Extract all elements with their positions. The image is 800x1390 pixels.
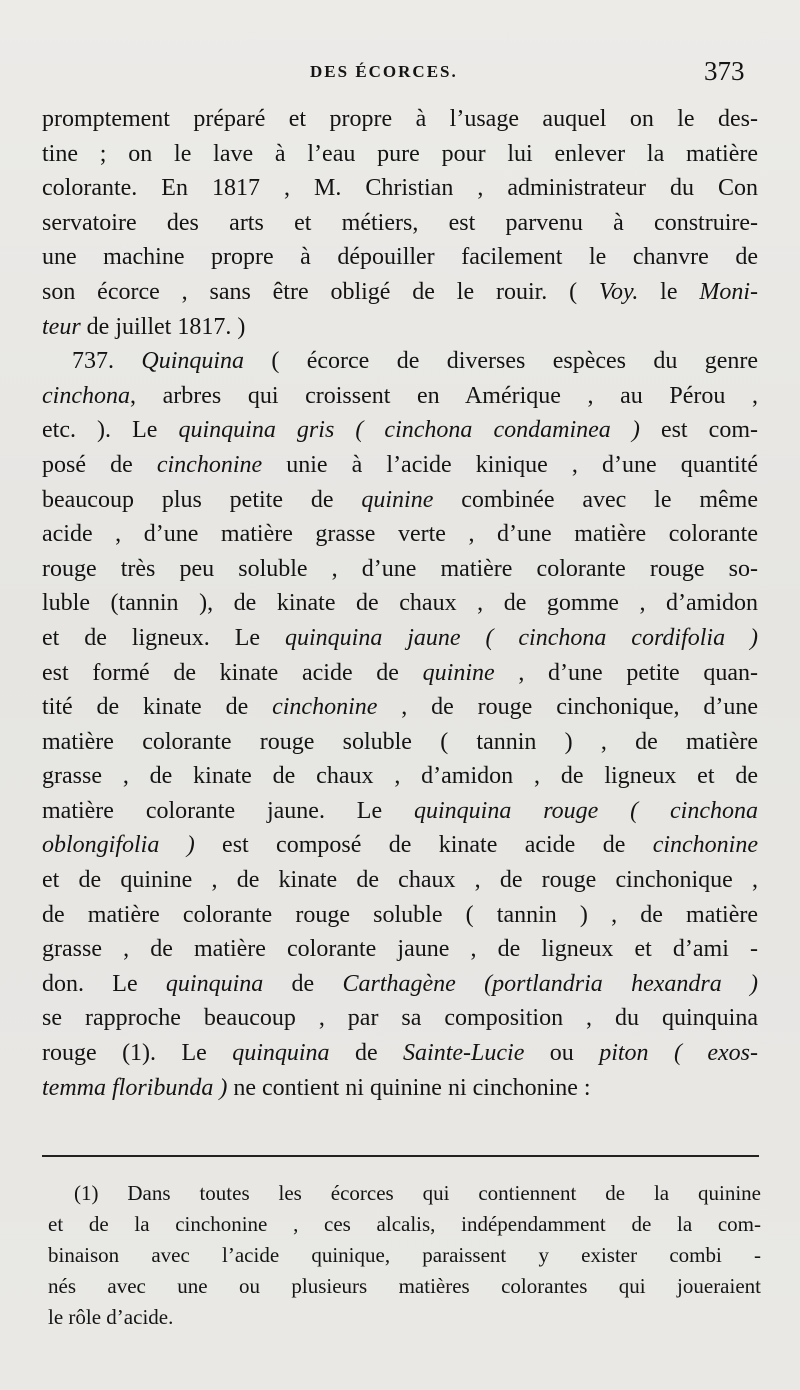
text-segment: luble (tannin ), de kinate de chaux , de gomme , d’amidon <box>42 590 758 617</box>
running-head <box>0 56 800 92</box>
text-segment: matière colorante rouge soluble ( tannin ) , de matière <box>42 728 758 755</box>
text-segment: posé de <box>42 451 157 478</box>
text-line <box>42 171 758 206</box>
text-segment: matière colorante jaune. Le <box>42 797 414 824</box>
text-line <box>42 863 758 898</box>
italic-text-segment: cinchonine <box>272 694 378 721</box>
text-line <box>42 102 758 137</box>
italic-text-segment: quinquina <box>165 970 264 997</box>
text-segment: est composé de kinate acide de <box>194 832 653 859</box>
text-line <box>42 621 758 656</box>
text-line <box>42 240 758 275</box>
italic-text-segment: oblongifolia ) <box>42 832 195 859</box>
italic-text-segment: Quinquina <box>141 348 245 375</box>
text-segment: 737. <box>72 348 142 375</box>
text-segment: , arbres qui croissent en Amérique , au Pérou , <box>129 382 758 409</box>
text-segment: servatoire des arts et métiers, est parvenu à construire- <box>42 209 758 236</box>
footnote-line: (1) Dans toutes les écorces qui contiennent de la quinine <box>74 1181 761 1205</box>
text-segment: unie à l’acide kinique , d’une quantité <box>262 451 758 478</box>
text-segment: promptement préparé et propre à l’usage auquel on le des- <box>42 106 758 132</box>
text-line <box>42 206 758 241</box>
text-segment: et de ligneux. Le <box>42 624 285 651</box>
footnote-line: le rôle d’acide. <box>48 1305 174 1329</box>
text-line <box>42 448 758 483</box>
italic-text-segment: cinchona <box>42 382 130 409</box>
text-segment: est com- <box>639 417 758 444</box>
text-segment: ou <box>524 1040 600 1067</box>
italic-text-segment: quinquina jaune ( cinchona cordifolia ) <box>284 624 758 651</box>
text-segment: de matière colorante rouge soluble ( tannin ) , de matière <box>42 901 758 928</box>
text-segment: grasse , de matière colorante jaune , de ligneux et d’ami - <box>42 936 758 963</box>
text-segment: combinée avec le même <box>433 486 758 513</box>
text-segment: tité de kinate de <box>42 694 273 721</box>
footnote-separator <box>42 1155 759 1157</box>
text-segment: don. Le <box>42 970 166 997</box>
text-segment: , de rouge cinchonique, d’une <box>377 694 759 721</box>
footnote-line: binaison avec l’acide quinique, paraissent y exister combi - <box>48 1243 761 1267</box>
text-segment: tine ; on le lave à l’eau pure pour lui enlever la matière <box>42 140 758 167</box>
text-segment: de <box>263 970 343 997</box>
italic-text-segment: piton ( exos- <box>599 1040 759 1067</box>
page-number: 373 <box>704 56 745 86</box>
italic-text-segment: cinchonine <box>156 451 263 478</box>
text-line <box>42 898 758 933</box>
italic-text-segment: quinquina gris <box>178 417 335 444</box>
body-text <box>42 102 758 1105</box>
italic-text-segment: Moni- <box>699 278 758 305</box>
text-segment: colorante. En 1817 , M. Christian , administrateur du Con <box>42 175 758 202</box>
italic-text-segment: quinquina rouge ( cinchona <box>414 797 759 824</box>
text-segment <box>334 417 355 443</box>
text-line <box>42 310 758 345</box>
text-line <box>42 552 758 587</box>
text-line <box>42 656 758 691</box>
text-segment: de <box>329 1040 404 1067</box>
text-line <box>42 483 758 518</box>
text-line <box>42 379 758 414</box>
text-segment: et de quinine , de kinate de chaux , de rouge cinchonique , <box>42 867 758 894</box>
italic-text-segment: quinine <box>422 659 495 686</box>
italic-text-segment: teur <box>42 313 81 340</box>
text-line <box>42 690 758 725</box>
italic-text-segment: Carthagène (portlandria hexandra ) <box>342 970 759 997</box>
text-line <box>42 275 758 310</box>
italic-text-segment: quinquina <box>232 1040 330 1067</box>
text-segment: est formé de kinate acide de <box>42 659 423 686</box>
text-segment: se rapproche beaucoup , par sa composition , du quinquina <box>42 1005 758 1032</box>
text-line <box>42 1036 758 1071</box>
text-segment: , d’une petite quan- <box>494 659 758 686</box>
text-segment: acide , d’une matière grasse verte , d’une matière colorante <box>42 521 758 548</box>
text-segment: grasse , de kinate de chaux , d’amidon , de ligneux et de <box>42 763 758 790</box>
text-line <box>42 794 758 829</box>
text-segment: ne contient ni quinine ni cinchonine : <box>227 1074 591 1101</box>
text-line <box>42 137 758 172</box>
italic-text-segment: quinine <box>361 486 434 513</box>
text-segment: beaucoup plus petite de <box>42 486 362 513</box>
footnote <box>48 1178 761 1333</box>
italic-text-segment: cinchonine <box>652 832 758 859</box>
footnote-line: nés avec une ou plusieurs matières colorantes qui joueraient <box>48 1274 761 1298</box>
text-line <box>42 932 758 967</box>
italic-text-segment: Voy. <box>598 278 639 305</box>
text-segment: le <box>638 278 700 305</box>
italic-text-segment: temma floribunda ) <box>42 1074 228 1101</box>
text-segment: etc. ). Le <box>42 417 179 444</box>
text-segment: rouge très peu soluble , d’une matière colorante rouge so- <box>42 555 758 582</box>
running-title: DES ÉCORCES. <box>310 62 458 81</box>
italic-text-segment: ( cinchona condaminea ) <box>355 417 640 444</box>
text-segment: rouge (1). Le <box>42 1040 233 1067</box>
italic-text-segment: Sainte-Lucie <box>403 1040 525 1067</box>
text-line <box>42 759 758 794</box>
text-line <box>42 517 758 552</box>
footnote-line: et de la cinchonine , ces alcalis, indépendamment de la com- <box>48 1212 761 1236</box>
text-segment: de juillet 1817. ) <box>80 313 246 340</box>
text-line <box>42 828 758 863</box>
text-line <box>42 725 758 760</box>
text-line <box>42 1071 758 1106</box>
text-line <box>42 1001 758 1036</box>
text-segment: ( écorce de diverses espèces du genre <box>244 348 758 375</box>
text-line <box>42 967 758 1002</box>
text-line <box>42 344 758 379</box>
text-line <box>42 586 758 621</box>
text-line <box>42 413 758 448</box>
text-segment: une machine propre à dépouiller facilement le chanvre de <box>42 244 758 271</box>
text-segment: son écorce , sans être obligé de le rouir. ( <box>42 278 599 305</box>
